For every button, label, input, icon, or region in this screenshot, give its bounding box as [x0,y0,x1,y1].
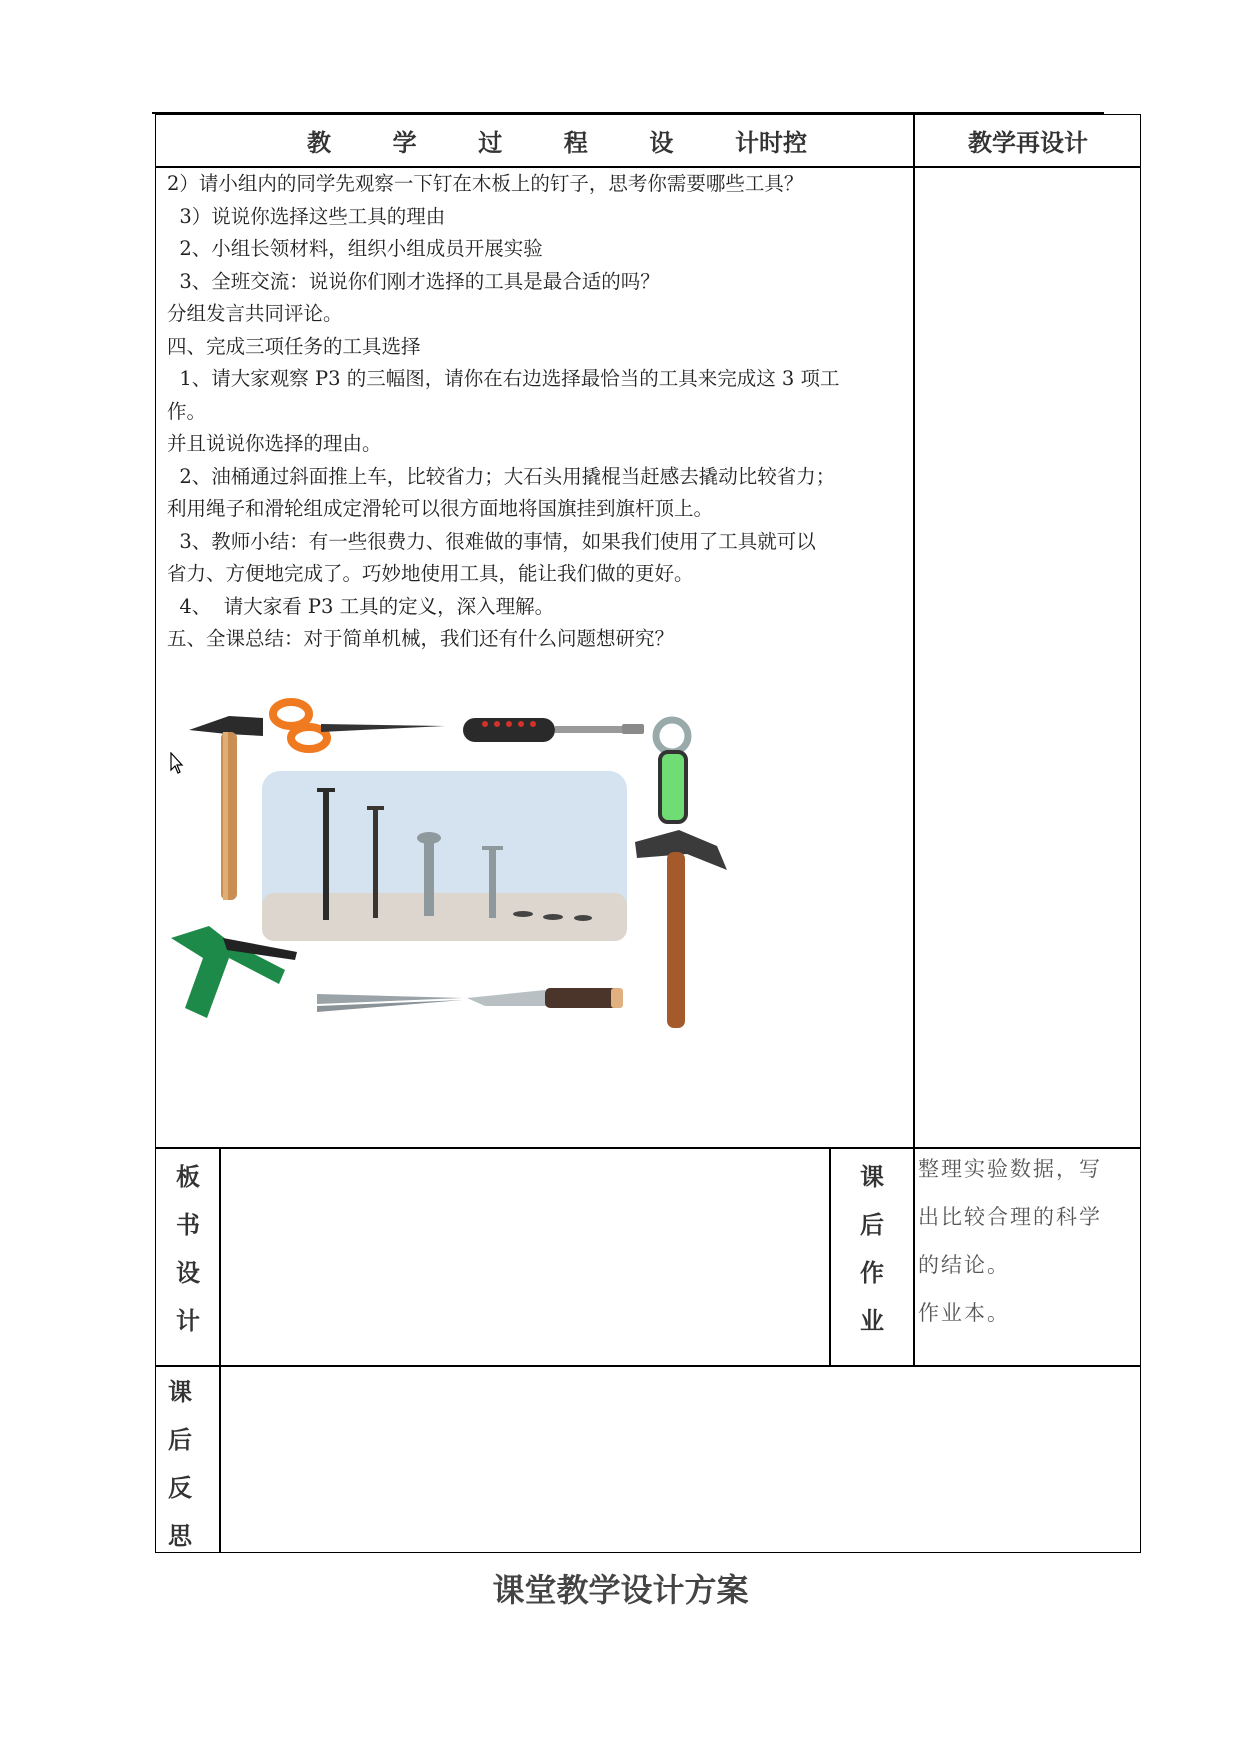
hammer-icon [189,716,263,900]
screwdriver-icon [463,718,644,742]
homework-line: 整理实验数据，写 [918,1157,1102,1181]
page-title: 课堂教学设计方案 [492,1571,749,1609]
board-design-label: 板 书 设 计 [176,1163,200,1335]
process-line: 3、全班交流：说说你们刚才选择的工具是最合适的吗？ [167,269,660,293]
nails-screws-photo [262,771,627,941]
row-divider-2 [155,1365,1141,1367]
process-line: 四、完成三项任务的工具选择 [167,334,421,358]
process-line: 分组发言共同评论。 [167,302,343,325]
claw-hammer-icon [635,830,727,1028]
col-divider-homework-label [913,1147,915,1365]
scissors-icon [273,702,445,749]
homework-line: 的结论。 [918,1253,1010,1277]
homework-line: 出比较合理的科学 [918,1205,1102,1229]
mouse-cursor-icon [170,752,184,774]
process-line: 2）请小组内的同学先观察一下钉在木板上的钉子，思考你需要哪些工具？ [167,172,804,195]
process-content [167,168,902,656]
tweezers-icon [317,994,463,1012]
homework-line: 作业本。 [918,1301,1010,1325]
tools-image [167,688,742,1033]
process-line: 2、小组长领材料，组织小组成员开展实验 [167,237,543,260]
process-line: 1、请大家观察 P3 的三幅图，请你在右边选择最恰当的工具来完成这 3 项工 [167,367,840,390]
homework-content [918,1145,1128,1337]
process-header-char: 教 [307,128,331,157]
process-line: 3）说说你选择这些工具的理由 [167,204,446,228]
process-header-char: 设 [649,128,674,157]
process-line: 4、 请大家看 P3 工具的定义，深入理解。 [167,594,555,618]
process-line: 并且说说你选择的理由。 [167,432,382,455]
process-header-char: 程 [563,128,588,157]
process-header-char: 学 [392,128,417,157]
process-line: 利用绳子和滑轮组成定滑轮可以很方面地将国旗挂到旗杆顶上。 [167,497,714,520]
process-line: 2、油桶通过斜面推上车，比较省力；大石头用撬棍当赶感去撬动比较省力； [167,464,836,488]
homework-label: 课 后 作 业 [860,1163,884,1335]
reflection-label: 课 后 反 思 [168,1378,192,1550]
process-line: 省力、方便地完成了。巧妙地使用工具，能让我们做的更好。 [167,562,694,585]
knife-icon [467,988,623,1008]
process-header-char: 过 [478,128,503,157]
redesign-header: 教学再设计 [968,128,1088,157]
process-header [307,114,807,166]
process-line: 五、全课总结：对于简单机械，我们还有什么问题想研究？ [167,627,675,650]
process-line: 3、教师小结：有一些很费力、很难做的事情，如果我们使用了工具就可以 [167,529,816,553]
col-divider-main [913,114,915,1147]
bottle-opener-icon [656,720,688,822]
col-divider-board-label [219,1147,221,1553]
process-header-char: 计时控 [734,128,807,157]
process-line: 作。 [167,399,207,423]
